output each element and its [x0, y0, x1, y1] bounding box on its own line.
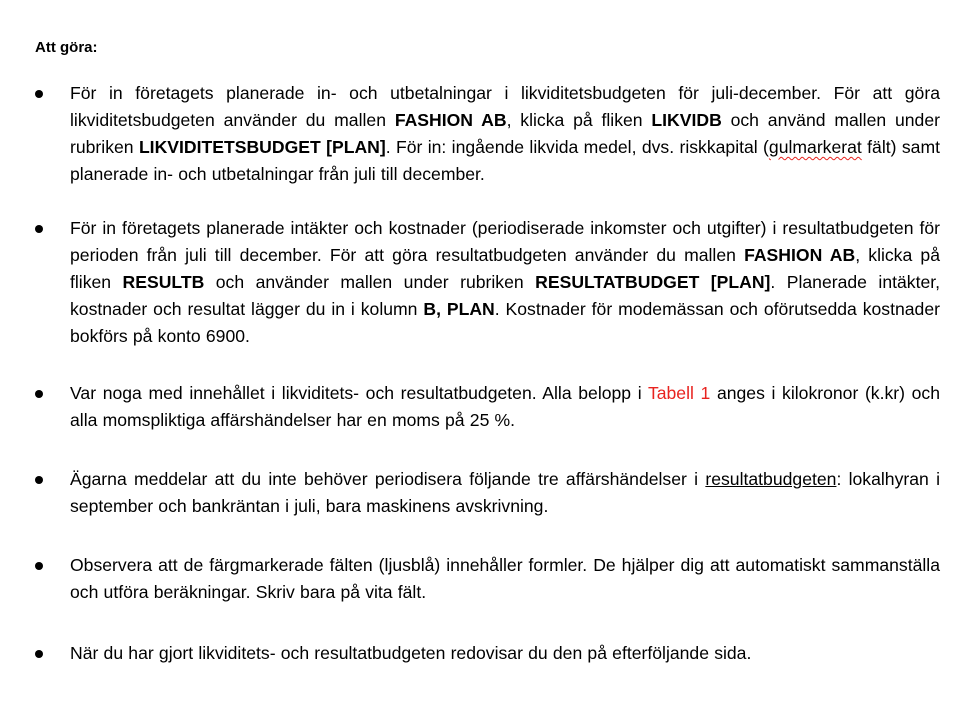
- bold-tab-name: LIKVIDB: [651, 110, 722, 130]
- text-run: och använder mallen under rubriken: [204, 272, 536, 292]
- instruction-report: [70, 640, 940, 667]
- text-run: Observera att de färgmarkerade fälten (ljusblå) innehåller formler. De hjälper dig att automatiskt sammanställa och utföra beräkningar. Skriv bara på vita fält.: [70, 555, 940, 602]
- text-run: , klicka på fliken: [506, 110, 652, 130]
- text-run: fält) samt planerade in- och utbetalningar från juli till december.: [70, 137, 940, 184]
- bullet-dot-3: [35, 390, 43, 398]
- instruction-content-check: [70, 380, 940, 434]
- text-run: För in företagets planerade in- och utbetalningar i likviditetsbudgeten för juli-december. För att göra likviditetsbudgeten använder du mallen: [70, 83, 940, 130]
- bold-template-name: FASHION AB: [744, 245, 856, 265]
- text-run: . För in: ingående likvida medel, dvs. riskkapital (: [385, 137, 769, 157]
- instruction-periodization: [70, 466, 940, 520]
- spellcheck-flagged-word: gulmarkerat: [768, 137, 862, 157]
- bullet-dot-6: [35, 650, 43, 658]
- instruction-income-budget: [70, 215, 940, 350]
- bold-column-name: B, PLAN: [423, 299, 495, 319]
- text-run: , klicka på fliken: [70, 245, 941, 292]
- bullet-dot-4: [35, 476, 43, 484]
- text-run: Ägarna meddelar att du inte behöver periodisera följande tre affärshändelser i: [70, 469, 706, 489]
- text-run: Var noga med innehållet i likviditets- och resultatbudgeten. Alla belopp i: [70, 383, 648, 403]
- bullet-dot-2: [35, 225, 43, 233]
- bullet-dot-5: [35, 562, 43, 570]
- text-run: . Planerade intäkter, kostnader och resultat lägger du in i kolumn: [70, 272, 941, 319]
- bullet-dot-1: [35, 90, 43, 98]
- text-run: . Kostnader för modemässan och oförutsedda kostnader bokförs på konto 6900.: [70, 299, 940, 346]
- bold-heading-name: LIKVIDITETSBUDGET [PLAN]: [138, 137, 386, 157]
- text-run: : lokalhyran i september och bankräntan i juli, bara maskinens avskrivning.: [70, 469, 940, 516]
- bold-heading-name: RESULTATBUDGET [PLAN]: [535, 272, 771, 292]
- instruction-liquidity-budget: [70, 80, 940, 188]
- text-run: anges i kilokronor (k.kr) och alla momspliktiga affärshändelser har en moms på 25 %.: [70, 383, 941, 430]
- text-run: För in företagets planerade intäkter och kostnader (periodiserade inkomster och utgifter) i resultatbudgeten för perioden från juli till december. För att göra resultatbudgeten använder du mallen: [70, 218, 940, 265]
- instruction-formula-fields: [70, 552, 940, 606]
- text-run: och använd mallen under rubriken: [70, 110, 940, 157]
- bold-tab-name: RESULTB: [122, 272, 205, 292]
- bold-template-name: FASHION AB: [394, 110, 507, 130]
- underlined-term: resultatbudgeten: [705, 469, 837, 489]
- text-run: När du har gjort likviditets- och resultatbudgeten redovisar du den på efterföljande sida.: [70, 643, 752, 663]
- table-reference: Tabell 1: [647, 383, 711, 403]
- todo-heading: Att göra:: [35, 39, 98, 56]
